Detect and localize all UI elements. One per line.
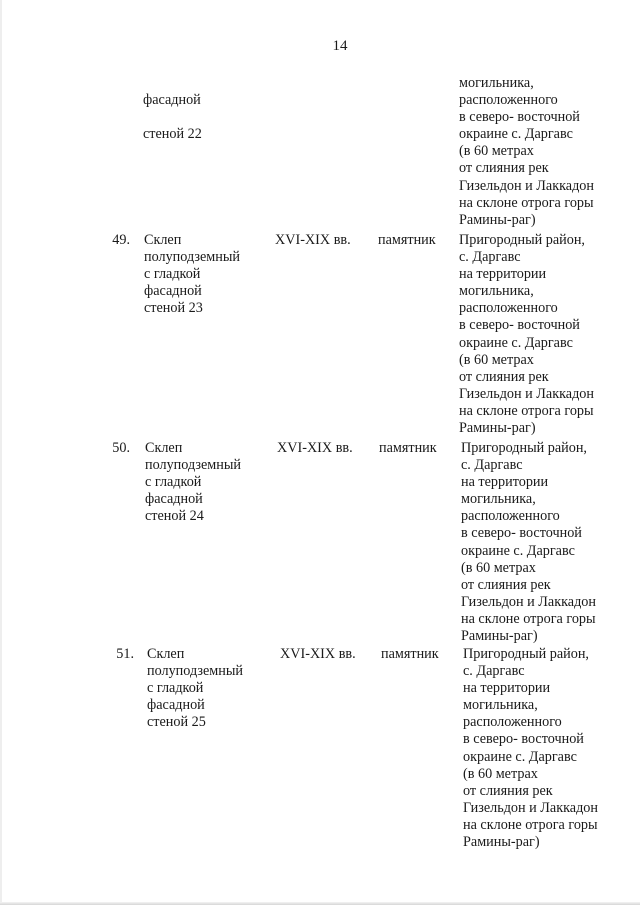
location-line: расположенного [459, 300, 558, 317]
location-line: (в 60 метрах [459, 351, 534, 368]
location-line: могильника, [459, 75, 534, 91]
continued-monument-name [143, 75, 253, 160]
location-line: с. Даргавс [459, 249, 521, 266]
name-line: стеной 23 [144, 300, 203, 317]
location-line: от слияния рек [459, 160, 549, 177]
name-line: Склеп [144, 232, 182, 248]
name-line: Склеп [147, 646, 185, 662]
page-number: 14 [332, 38, 348, 54]
location-line: от слияния рек [459, 368, 549, 385]
monument-name [145, 440, 260, 525]
monument-period: XVI-XIX вв. [280, 646, 356, 662]
location-line: расположенного [463, 714, 562, 731]
location-line: с. Даргавс [463, 663, 525, 680]
name-line: полуподземный [147, 663, 243, 680]
location-line: могильника, [461, 491, 536, 508]
location-line: Пригородный район, [461, 440, 587, 456]
location-line: в северо- восточной [459, 109, 580, 126]
table-row-49 [0, 232, 640, 437]
location-line: Рамины-раг) [459, 211, 536, 228]
location-line: окраине с. Даргавс [461, 542, 575, 559]
name-line: фасадной [145, 491, 203, 508]
name-line: с гладкой [147, 680, 204, 697]
table-row-51 [0, 646, 640, 851]
location-line: на склоне отрога горы [459, 194, 594, 211]
location-line: Пригородный район, [463, 646, 589, 662]
location-line: на склоне отрога горы [463, 816, 598, 833]
location-line: Пригородный район, [459, 232, 585, 248]
monument-type: памятник [379, 440, 437, 456]
location-line: Гизельдон и Лаккадон [459, 385, 594, 402]
monument-period: XVI-XIX вв. [275, 232, 351, 248]
location-line: Гизельдон и Лаккадон [459, 177, 594, 194]
location-line: в северо- восточной [463, 731, 584, 748]
location-line: расположенного [459, 92, 558, 109]
name-line: с гладкой [145, 474, 202, 491]
location-line: могильника, [463, 697, 538, 714]
row-number: 51. [116, 646, 134, 662]
name-line: стеной 24 [145, 508, 204, 525]
name-line: Склеп [145, 440, 183, 456]
location-line: (в 60 метрах [463, 765, 538, 782]
row-number: 49. [112, 232, 130, 248]
name-line: стеной 25 [147, 714, 206, 731]
row-number: 50. [112, 440, 130, 456]
continued-location [459, 75, 629, 229]
location-line: Рамины-раг) [463, 834, 540, 851]
monument-name [147, 646, 262, 731]
name-line: фасадной [144, 283, 202, 300]
table-row-50 [0, 440, 640, 645]
name-line: с гладкой [144, 266, 201, 283]
location-line: от слияния рек [461, 576, 551, 593]
name-line: стеной 22 [143, 126, 202, 143]
location-line: на склоне отрога горы [461, 610, 596, 627]
location-line: окраине с. Даргавс [463, 748, 577, 765]
location-line: Гизельдон и Лаккадон [463, 799, 598, 816]
location-line: окраине с. Даргавс [459, 126, 573, 143]
name-line: фасадной [147, 697, 205, 714]
location-line: на территории [459, 266, 547, 283]
monument-location [463, 646, 638, 851]
name-line: полуподземный [144, 249, 240, 266]
location-line: (в 60 метрах [459, 143, 534, 160]
name-line: полуподземный [145, 457, 241, 474]
location-line: Рамины-раг) [459, 420, 536, 437]
monument-location [459, 232, 634, 437]
location-line: на территории [463, 680, 551, 697]
name-line: фасадной [143, 92, 201, 109]
location-line: на склоне отрога горы [459, 402, 594, 419]
location-line: Рамины-раг) [461, 628, 538, 645]
monument-type: памятник [381, 646, 439, 662]
location-line: могильника, [459, 283, 534, 300]
location-line: (в 60 метрах [461, 559, 536, 576]
location-line: в северо- восточной [459, 317, 580, 334]
location-line: Гизельдон и Лаккадон [461, 593, 596, 610]
monument-location [461, 440, 636, 645]
monument-period: XVI-XIX вв. [277, 440, 353, 456]
location-line: от слияния рек [463, 782, 553, 799]
location-line: с. Даргавс [461, 457, 523, 474]
monument-type: памятник [378, 232, 436, 248]
location-line: расположенного [461, 508, 560, 525]
location-line: окраине с. Даргавс [459, 334, 573, 351]
location-line: на территории [461, 474, 549, 491]
monument-name [144, 232, 259, 317]
location-line: в северо- восточной [461, 525, 582, 542]
